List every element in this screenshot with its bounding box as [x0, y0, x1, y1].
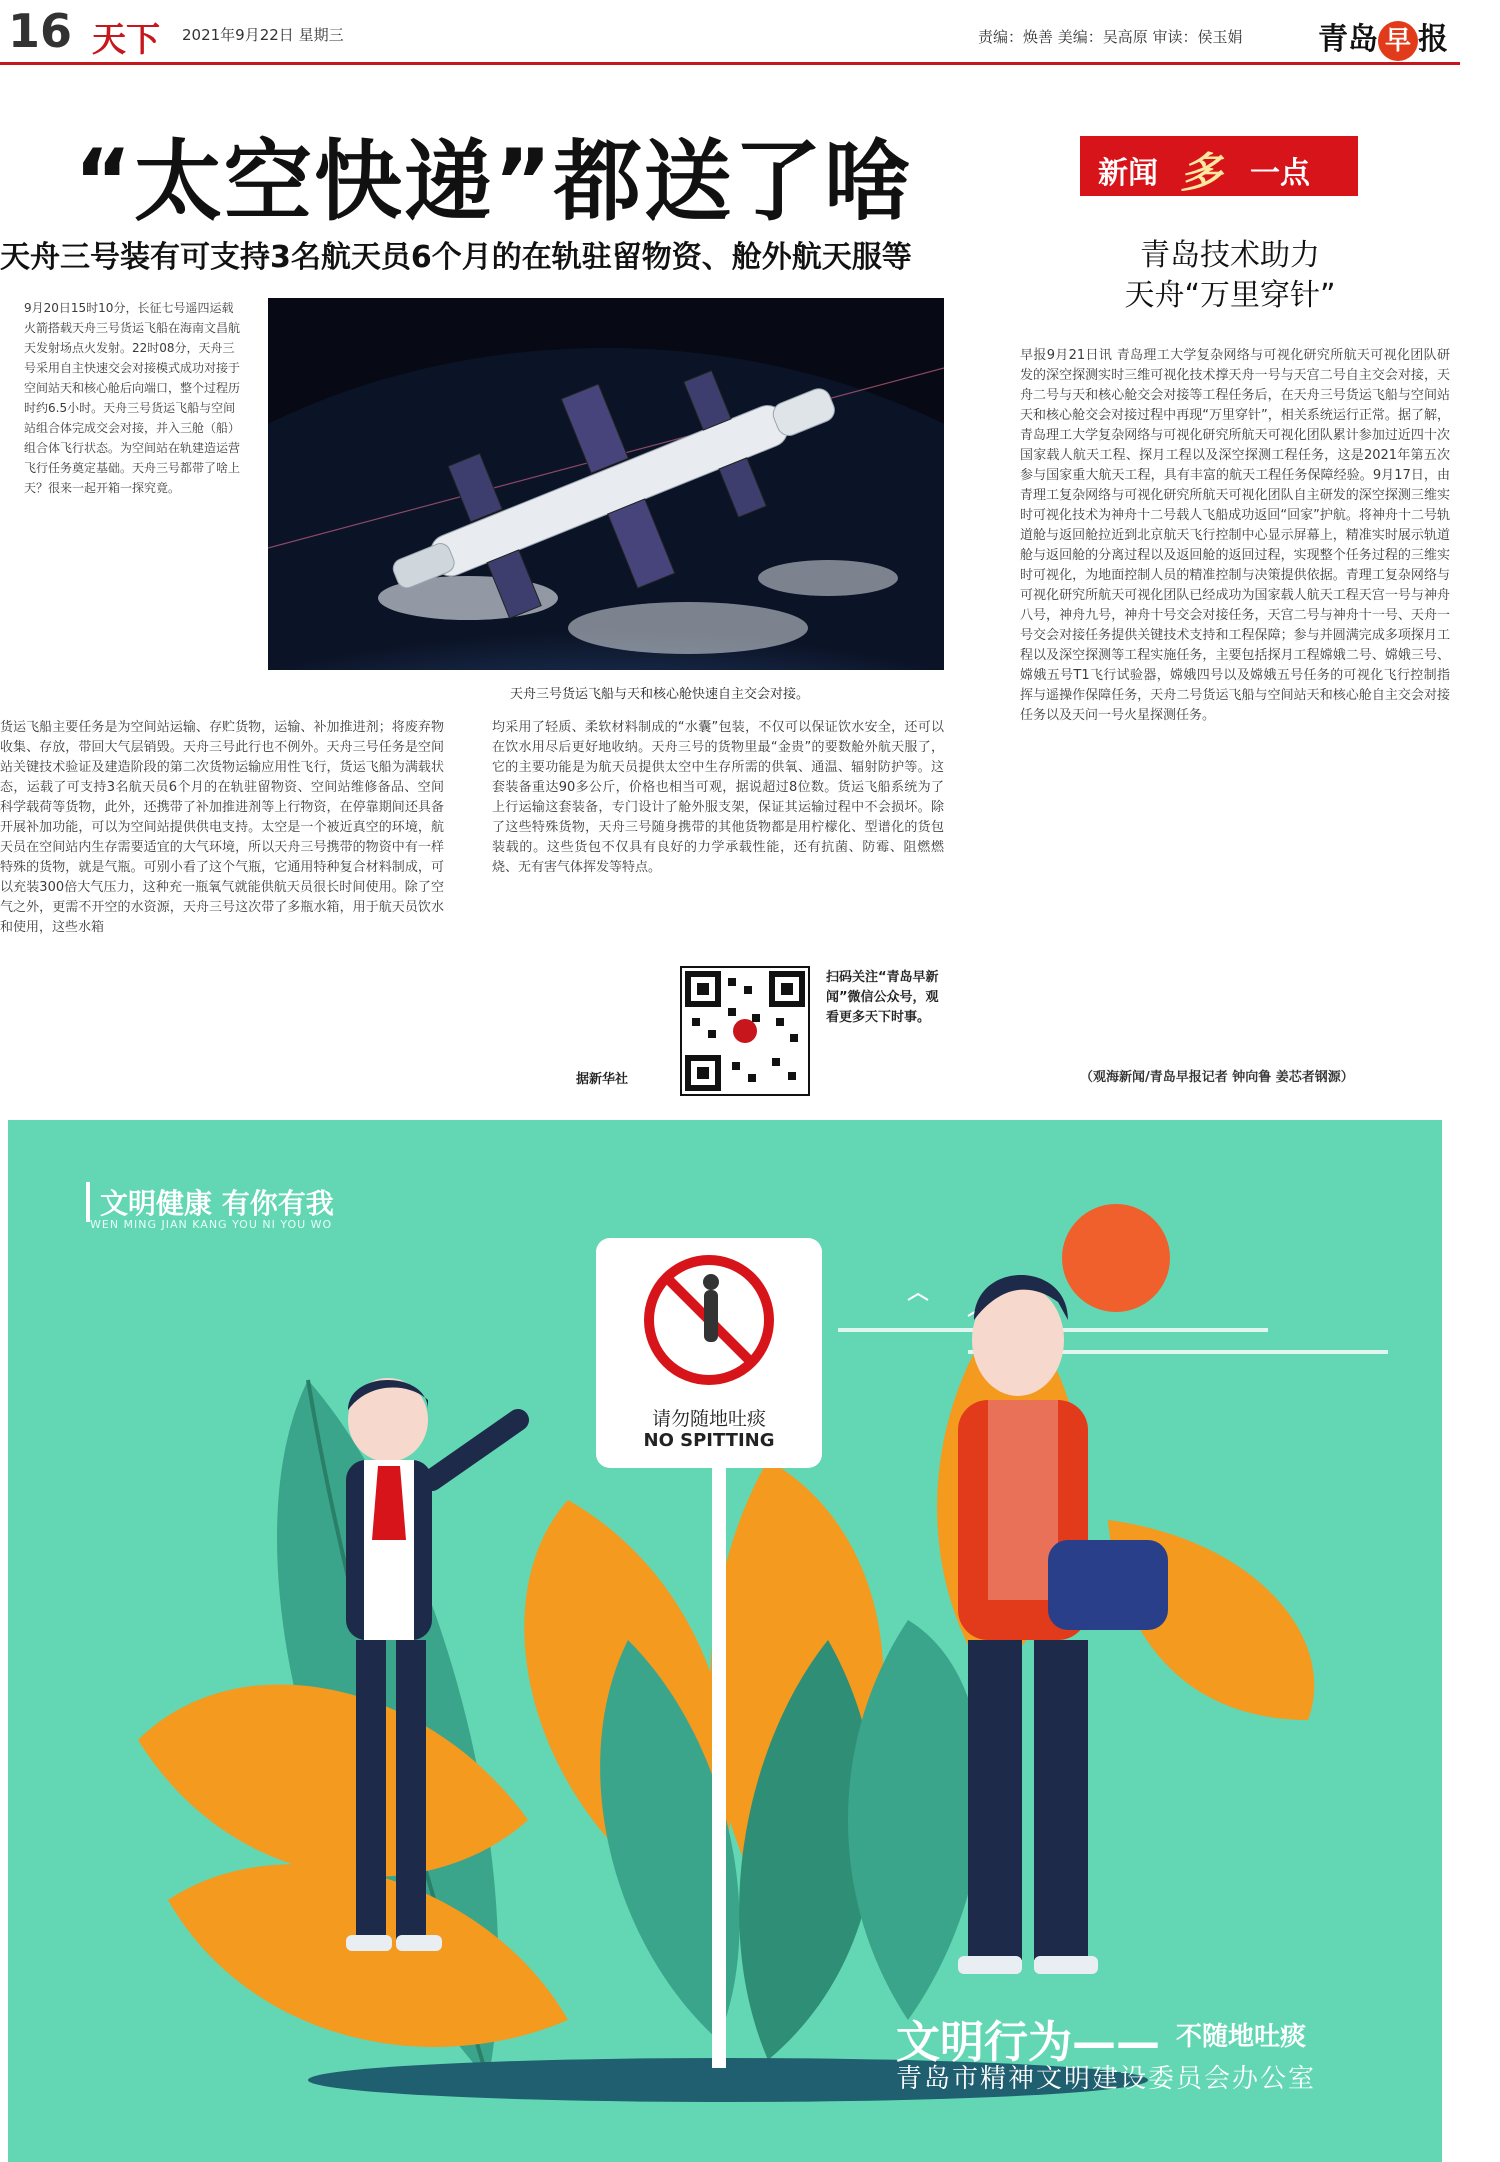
- sign-text-chinese: 请勿随地吐痰: [651, 1408, 766, 1430]
- lead-paragraph: 9月20日15时10分，长征七号遥四运载火箭搭载天舟三号货运飞船在海南文昌航天发射场点火发射。22时08分，天舟三号采用自主快速交会对接模式成功对接于空间站天和核心舱后向端口，整个过程历时约6.5小时。天舟三号货运飞船与空间站组合体完成交会对接，并入三舱（船）组合体飞行状态。为空间站在轨建造运营飞行任务奠定基础。天舟三号都带了啥上天？很来一起开箱一探究竟。: [24, 301, 241, 495]
- news-badge: [1080, 136, 1358, 196]
- man-figure: [958, 1275, 1168, 1974]
- news-badge-left: 新闻: [1098, 156, 1158, 191]
- article-column-1: 货运飞船主要任务是为空间站运输、存贮货物，运输、补加推进剂；将废弃物收集、存放，带回大气层销毁。天舟三号此行也不例外。天舟三号任务是空间站关键技术验证及建造阶段的第二次货物运输应用性飞行，货运飞船为满载状态，运载了可支持3名航天员6个月的在轨驻留物资、空间站维修备品、空间科学载荷等货物，此外，还携带了补加推进剂等上行物资，在停靠期间还具备开展补加功能，可以为空间站提供供电支持。太空是一个被近真空的环境，航天员在空间站内生存需要适宜的大气环境，所以天舟三号携带的物资中有一样特殊的货物，就是气瓶。可别小看了这个气瓶，它通用特种复合材料制成，可以充装300倍大气压力，这种充一瓶氧气就能供航天员很长时间使用。除了空气之外，更需不开空的水资源，天舟三号这次带了多瓶水箱，用于航天员饮水和使用，这些水箱: [0, 720, 444, 935]
- logo-text-left: 青岛: [1318, 22, 1378, 57]
- poster-illustration: [8, 1120, 1442, 2162]
- sun-icon: [1062, 1204, 1170, 1312]
- poster-motto: 文明行为——: [896, 2017, 1160, 2068]
- logo-badge: 早: [1378, 21, 1418, 61]
- sign-text-english: NO SPITTING: [643, 1430, 775, 1451]
- section-title: 天下: [92, 20, 160, 60]
- poster-issuer: 青岛市精神文明建设委员会办公室: [896, 2064, 1317, 2094]
- sidebar-credit: （观海新闻/青岛早报记者 钟向鲁 姜芯者钢源）: [1080, 1070, 1354, 1085]
- spacecraft-photo: [268, 298, 944, 670]
- qr-code[interactable]: [680, 966, 810, 1096]
- poster-slogan: 文明健康 有你有我: [86, 1182, 334, 1222]
- qr-pattern: [682, 968, 808, 1094]
- editor-credits: 责编：焕善 美编：吴高原 审读：侯玉娟: [978, 28, 1243, 46]
- news-source: 据新华社: [576, 1072, 629, 1087]
- news-badge-right: 一点: [1250, 156, 1310, 191]
- sidebar-body: 早报9月21日讯 青岛理工大学复杂网络与可视化研究所航天可视化团队研发的深空探测实时三维可视化技术撑天舟一号与天宫二号自主交会对接，天舟二号与天和核心舱交会对接等工程任务后，在天舟三号货运飞船与空间站天和核心舱交会对接过程中再现“万里穿针”，相关系统运行正常。据了解，青岛理工大学复杂网络与可视化研究所航天可视化团队累计参加过近四十次国家载人航天工程、探月工程以及深空探测工程任务，这是2021年第五次参与国家重大航天工程，具有丰富的航天工程任务保障经验。9月17日，由青理工复杂网络与可视化研究所航天可视化团队自主研发的深空探测三维实时可视化技术为神舟十二号载人飞船成功返回“回家”护航。将神舟十二号轨道舱与返回舱拉近到北京航天飞行控制中心显示屏幕上，精准实时展示轨道舱与返回舱的分离过程以及返回舱的返回过程，实现整个任务过程的三维实时可视化，为地面控制人员的精准控制与决策提供依据。青理工复杂网络与可视化研究所航天可视化团队已经成功为国家载人航天工程天宫一号与神舟八号，神舟九号，神舟十号交会对接任务，天宫二号与神舟十一号、天舟一号交会对接任务提供关键技术支持和工程保障；参与并圆满完成多项探月工程以及深空探测等工程实施任务，主要包括探月工程嫦娥二号、嫦娥三号、嫦娥五号T1飞行试验器，嫦娥四号以及嫦娥五号任务的可视化飞行控制指挥与遥操作保障任务，天舟二号货运飞船与空间站天和核心舱自主交会对接任务以及天问一号火星探测任务。: [1020, 348, 1450, 723]
- headline: “太空快递”都送了啥: [74, 130, 914, 233]
- sidebar-title: [1080, 236, 1380, 316]
- newspaper-logo: [1318, 14, 1448, 61]
- news-badge-mid: 多: [1180, 148, 1223, 197]
- civility-poster: [8, 1120, 1442, 2162]
- spacecraft-illustration: [268, 298, 944, 670]
- subheadline: 天舟三号装有可支持3名航天员6个月的在轨驻留物资、舱外航天服等: [0, 240, 912, 275]
- poster-motto-sub: 不随地吐痰: [1176, 2022, 1307, 2052]
- photo-caption: 天舟三号货运飞船与天和核心舱快速自主交会对接。: [510, 687, 810, 702]
- sidebar-title-line2: 天舟“万里穿针”: [1124, 278, 1336, 313]
- page-number: 16: [8, 4, 73, 58]
- issue-date: 2021年9月22日 星期三: [182, 26, 344, 44]
- logo-text-right: 报: [1418, 22, 1448, 57]
- qr-caption: 扫码关注“青岛早新闻”微信公众号，观看更多天下时事。: [826, 970, 939, 1025]
- article-column-2: 均采用了轻质、柔软材料制成的“水囊”包装，不仅可以保证饮水安全，还可以在饮水用尽后更好地收纳。天舟三号的货物里最“金贵”的要数舱外航天服了，它的主要功能是为航天员提供太空中生存所需的供氧、通温、辐射防护等。这套装备重达90多公斤，价格也相当可观，据说超过8位数。货运飞船系统为了上行运输这套装备，专门设计了舱外服支架，保证其运输过程中不会损坏。除了这些特殊货物，天舟三号随身携带的其他货物都是用柠檬化、型谱化的货包装载的。这些货包不仅具有良好的力学承载性能，还有抗菌、防霉、阻燃燃烧、无有害气体挥发等特点。: [492, 720, 944, 875]
- poster-slogan-pinyin: WEN MING JIAN KANG YOU NI YOU WO: [90, 1218, 333, 1231]
- sidebar-title-line1: 青岛技术助力: [1140, 238, 1320, 273]
